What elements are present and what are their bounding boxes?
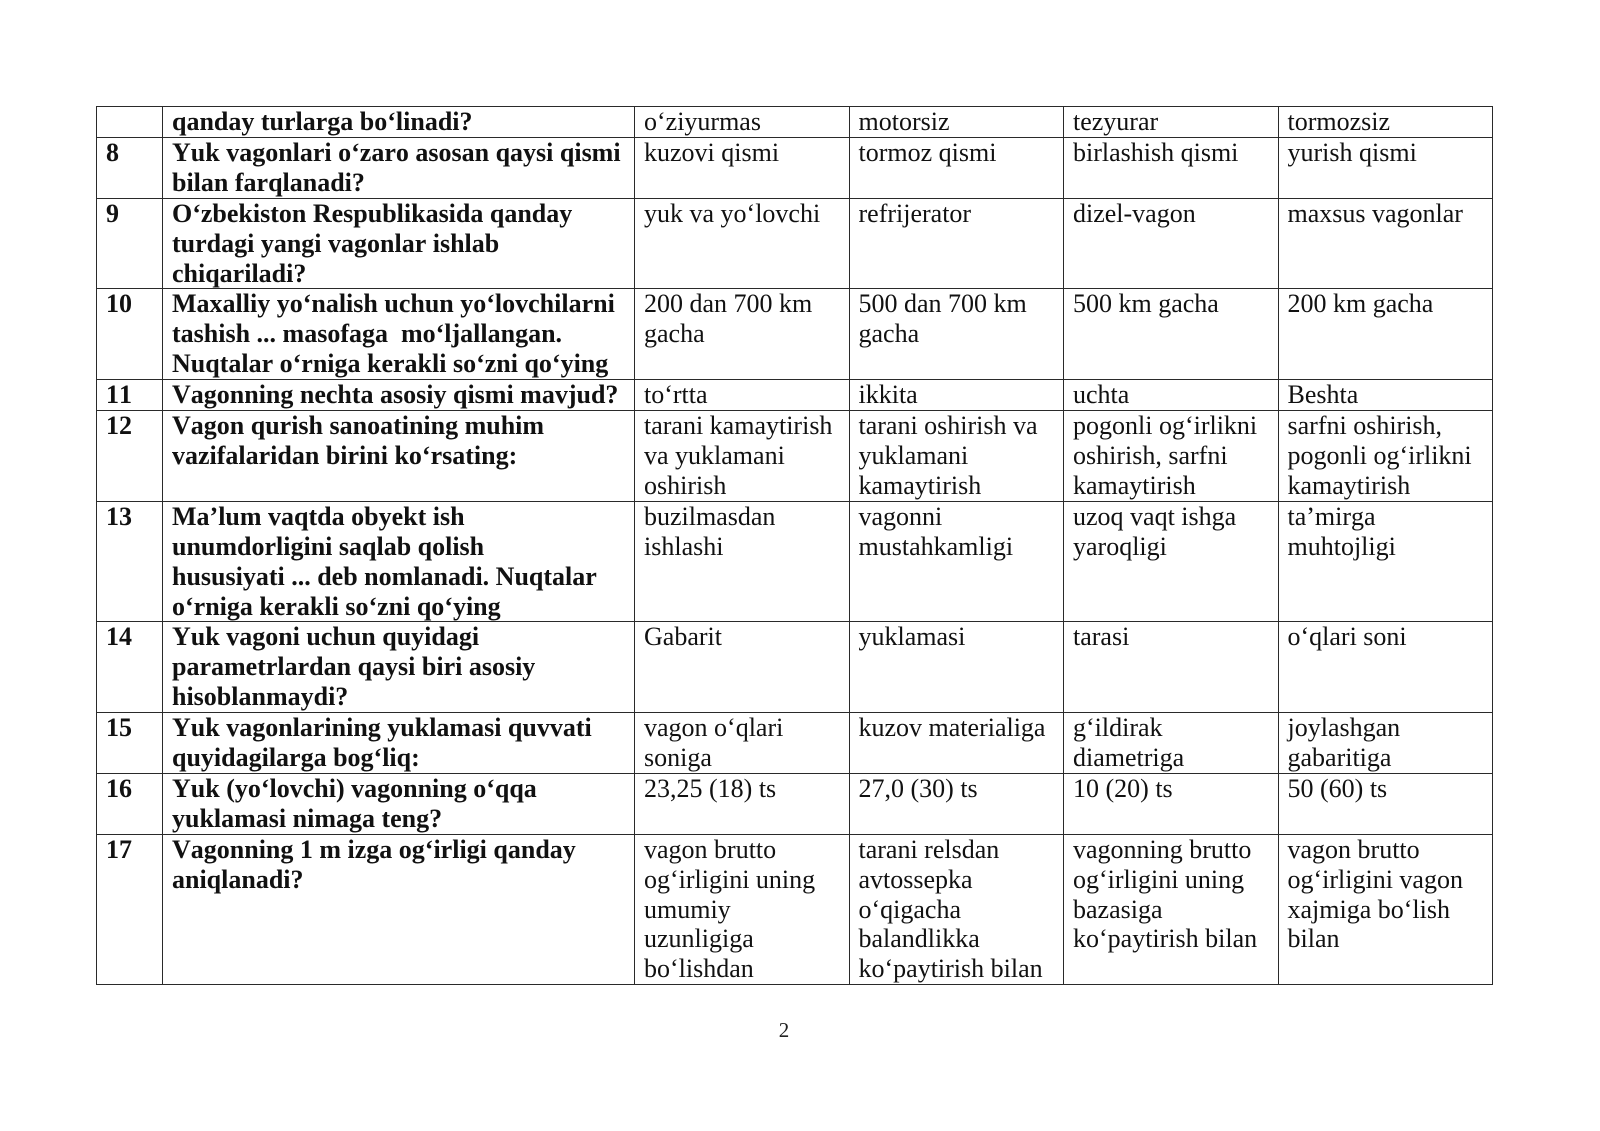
table-row: [97, 411, 1493, 502]
answer-option-d: sarfni oshirish, pogonli og‘irlikni kamaytirish: [1278, 411, 1493, 502]
answer-option-b: ikkita: [849, 380, 1064, 411]
answer-option-c: dizel-vagon: [1064, 198, 1279, 289]
answer-option-b: vagonni mustahkamligi: [849, 501, 1064, 622]
answer-option-a: Gabarit: [635, 622, 850, 713]
question-text: Yuk vagonlari o‘zaro asosan qaysi qismi bilan farqlanadi?: [163, 137, 635, 198]
answer-option-d: o‘qlari soni: [1278, 622, 1493, 713]
answer-option-b: tormoz qismi: [849, 137, 1064, 198]
answer-option-c: g‘ildirak diametriga: [1064, 713, 1279, 774]
table-row: [97, 380, 1493, 411]
answer-option-d: vagon brutto og‘irligini vagon xajmiga bo‘lish bilan: [1278, 834, 1493, 985]
question-text: Ma’lum vaqtda obyekt ish unumdorligini saqlab qolish hususiyati ... deb nomlanadi. Nuqtalar o‘rniga kerakli so‘zni qo‘ying: [163, 501, 635, 622]
answer-option-d: maxsus vagonlar: [1278, 198, 1493, 289]
answer-option-a: yuk va yo‘lovchi: [635, 198, 850, 289]
answer-option-d: Beshta: [1278, 380, 1493, 411]
question-text: O‘zbekiston Respublikasida qanday turdagi yangi vagonlar ishlab chiqariladi?: [163, 198, 635, 289]
answer-option-b: tarani oshirish va yuklamani kamaytirish: [849, 411, 1064, 502]
question-text: Yuk (yo‘lovchi) vagonning o‘qqa yuklamasi nimaga teng?: [163, 773, 635, 834]
table-row: [97, 198, 1493, 289]
answer-option-d: 50 (60) ts: [1278, 773, 1493, 834]
answer-option-c: birlashish qismi: [1064, 137, 1279, 198]
answer-option-c: tarasi: [1064, 622, 1279, 713]
table-row: [97, 773, 1493, 834]
answer-option-a: vagon o‘qlari soniga: [635, 713, 850, 774]
answer-option-c: uzoq vaqt ishga yaroqligi: [1064, 501, 1279, 622]
answer-option-b: kuzov materialiga: [849, 713, 1064, 774]
answer-option-a: vagon brutto og‘irligini uning umumiy uzunligiga bo‘lishdan: [635, 834, 850, 985]
answer-option-a: to‘rtta: [635, 380, 850, 411]
table-row: [97, 622, 1493, 713]
question-number: 11: [97, 380, 163, 411]
answer-option-b: 27,0 (30) ts: [849, 773, 1064, 834]
question-table: [96, 106, 1493, 985]
question-number: 9: [97, 198, 163, 289]
question-text: Maxalliy yo‘nalish uchun yo‘lovchilarni tashish ... masofaga mo‘ljallangan. Nuqtalar o‘rniga kerakli so‘zni qo‘ying: [163, 289, 635, 380]
table-row: [97, 834, 1493, 985]
answer-option-a: kuzovi qismi: [635, 137, 850, 198]
answer-option-c: 10 (20) ts: [1064, 773, 1279, 834]
question-text: Vagon qurish sanoatining muhim vazifalaridan birini ko‘rsating:: [163, 411, 635, 502]
question-number: 12: [97, 411, 163, 502]
answer-option-b: yuklamasi: [849, 622, 1064, 713]
question-table-body: [97, 107, 1493, 985]
answer-option-b: tarani relsdan avtossepka o‘qigacha balandlikka ko‘paytirish bilan: [849, 834, 1064, 985]
answer-option-c: vagonning brutto og‘irligini uning bazasiga ko‘paytirish bilan: [1064, 834, 1279, 985]
page-number: 2: [778, 1018, 790, 1042]
answer-option-d: 200 km gacha: [1278, 289, 1493, 380]
table-row: [97, 501, 1493, 622]
table-row: [97, 107, 1493, 138]
table-row: [97, 713, 1493, 774]
question-number: 16: [97, 773, 163, 834]
answer-option-c: uchta: [1064, 380, 1279, 411]
answer-option-d: tormozsiz: [1278, 107, 1493, 138]
question-text: Yuk vagoni uchun quyidagi parametrlardan qaysi biri asosiy hisoblanmaydi?: [163, 622, 635, 713]
question-number: 17: [97, 834, 163, 985]
question-number: 13: [97, 501, 163, 622]
answer-option-a: buzilmasdan ishlashi: [635, 501, 850, 622]
answer-option-b: 500 dan 700 km gacha: [849, 289, 1064, 380]
table-row: [97, 137, 1493, 198]
answer-option-d: joylashgan gabaritiga: [1278, 713, 1493, 774]
answer-option-c: pogonli og‘irlikni oshirish, sarfni kamaytirish: [1064, 411, 1279, 502]
question-number: 10: [97, 289, 163, 380]
question-text: Vagonning 1 m izga og‘irligi qanday aniqlanadi?: [163, 834, 635, 985]
answer-option-d: yurish qismi: [1278, 137, 1493, 198]
question-number: 15: [97, 713, 163, 774]
question-text: Vagonning nechta asosiy qismi mavjud?: [163, 380, 635, 411]
answer-option-b: motorsiz: [849, 107, 1064, 138]
question-text: Yuk vagonlarining yuklamasi quvvati quyidagilarga bog‘liq:: [163, 713, 635, 774]
answer-option-d: ta’mirga muhtojligi: [1278, 501, 1493, 622]
answer-option-a: o‘ziyurmas: [635, 107, 850, 138]
answer-option-a: 23,25 (18) ts: [635, 773, 850, 834]
question-number: 14: [97, 622, 163, 713]
answer-option-b: refrijerator: [849, 198, 1064, 289]
question-text: qanday turlarga bo‘linadi?: [163, 107, 635, 138]
question-number: [97, 107, 163, 138]
answer-option-a: tarani kamaytirish va yuklamani oshirish: [635, 411, 850, 502]
answer-option-a: 200 dan 700 km gacha: [635, 289, 850, 380]
answer-option-c: 500 km gacha: [1064, 289, 1279, 380]
answer-option-c: tezyurar: [1064, 107, 1279, 138]
question-number: 8: [97, 137, 163, 198]
table-row: [97, 289, 1493, 380]
